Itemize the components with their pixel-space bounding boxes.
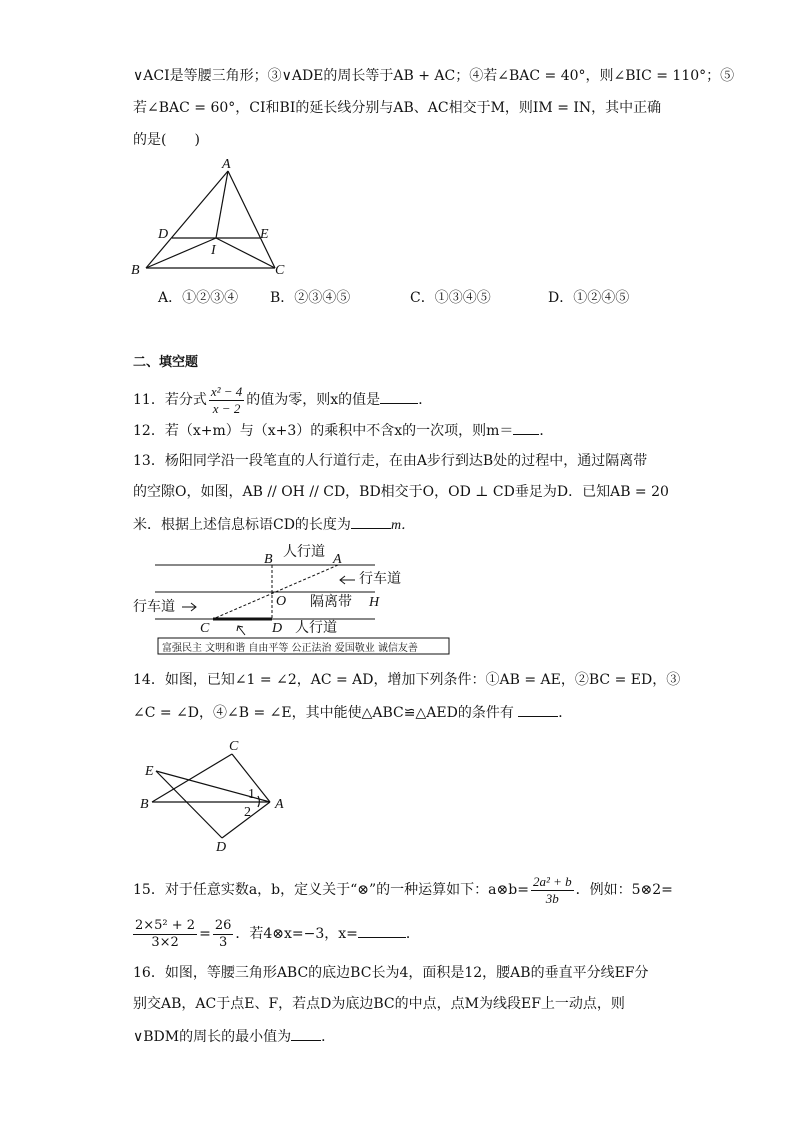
label-B: B — [131, 263, 140, 278]
q12-text: 12．若（x+m）与（x+3）的乘积中不含x的一次项，则m＝ — [133, 423, 514, 439]
label-C: C — [275, 263, 285, 278]
median-label: 隔离带 — [310, 595, 352, 610]
q12: 12．若（x+m）与（x+3）的乘积中不含x的一次项，则m＝ ． — [133, 420, 553, 441]
lane-right-label: 行车道 — [359, 572, 401, 587]
q16-line2: 别交AB，AC于点E、F，若点D为底边BC的中点，点M为线段EF上一动点，则 — [133, 996, 625, 1012]
svg-text:O: O — [276, 594, 287, 609]
svg-text:D: D — [216, 840, 227, 855]
svg-text:D: D — [272, 621, 283, 636]
q16-line1: 16．如图，等腰三角形ABC的底边BC长为4，面积是12，腰AB的垂直平分线EF分 — [133, 965, 649, 981]
q15-example-fraction: $\frac{\text{2×5² + 2}}{3\times 2}$ — [135, 917, 196, 950]
label-I: I — [211, 243, 216, 258]
svg-text:B: B — [140, 797, 149, 812]
q10-line1: ∨ACI是等腰三角形；③∨ADE的周长等于AB + AC；④若∠BAC = 40°，则∠BIC = 110°；⑤ — [133, 68, 735, 84]
svg-text:A: A — [333, 552, 342, 567]
svg-text:C: C — [229, 739, 239, 754]
q11-pre: 11．若分式 — [133, 392, 207, 408]
svg-text:H: H — [369, 595, 380, 610]
q11-post: 的值为零，则x的值是 — [246, 392, 381, 408]
slogan-banner: 富强民主 文明和谐 自由平等 公正法治 爱国敬业 诚信友善 — [162, 643, 418, 654]
label-E: E — [260, 227, 269, 242]
walkway-top-label: 人行道 — [283, 545, 325, 560]
q16-answer-blank[interactable] — [291, 1026, 321, 1041]
q14-line1: 14．如图，已知∠1 = ∠2，AC = AD，增加下列条件：①AB = AE，②BC = ED，③ — [133, 672, 681, 688]
section-title: 二、填空题 — [133, 355, 199, 370]
q13-line2: 的空隙O，如图，AB // OH // CD，BD相交于O，OD ⊥ CD垂足为D．已知AB = 20 — [133, 484, 669, 500]
q15-line2: $\frac{\text{2×5² + 2}}{3\times 2}$ = $\frac{26}{3}$ ．若4⊗x=−3，x= ． — [135, 917, 420, 950]
q15-answer-blank[interactable] — [358, 923, 406, 938]
option-d[interactable]: D．①②④⑤ — [548, 290, 630, 306]
svg-text:E: E — [145, 764, 154, 779]
q15-result-fraction: $\frac{26}{3}$ — [214, 917, 232, 950]
q13-answer-blank[interactable] — [351, 514, 391, 529]
svg-text:C: C — [200, 621, 210, 636]
q14-line2: ∠C = ∠D，④∠B = ∠E，其中能使△ABC≌△AED的条件有 ． — [133, 702, 572, 723]
walkway-bottom-label: 人行道 — [295, 621, 337, 636]
lane-left-label: 行车道 — [133, 600, 175, 615]
label-A: A — [222, 157, 231, 172]
label-D: D — [158, 227, 169, 242]
q11-fraction: $\frac{\text{x² − 4}}{x - 2}$ — [210, 383, 243, 416]
option-b[interactable]: B．②③④⑤ — [270, 290, 351, 306]
q12-answer-blank[interactable] — [513, 420, 539, 435]
q11: 11．若分式 $\frac{\text{x² − 4}}{x - 2}$ 的值为零，则x的值是 ． — [133, 383, 433, 416]
q15-def-fraction: $\frac{\text{2a² + b}}{3b}$ — [532, 873, 572, 906]
q13-line1: 13．杨阳同学沿一段笔直的人行道行走，在由A步行到达B处的过程中，通过隔离带 — [133, 453, 648, 469]
svg-text:2: 2 — [244, 805, 251, 820]
svg-text:B: B — [264, 552, 273, 567]
q14-answer-blank[interactable] — [518, 702, 558, 717]
q16-line3: ∨BDM的周长的最小值为 ． — [133, 1026, 335, 1047]
q13-line3: 米．根据上述信息标语CD的长度为 m． — [133, 514, 415, 536]
q11-answer-blank[interactable] — [380, 389, 418, 404]
svg-text:1: 1 — [248, 787, 255, 802]
q10-line3: 的是( ) — [133, 132, 200, 148]
option-a[interactable]: A．①②③④ — [158, 290, 239, 306]
q10-line2: 若∠BAC = 60°，CI和BI的延长线分别与AB、AC相交于M，则IM = IN，其中正确 — [133, 100, 662, 116]
q15-line1: 15．对于任意实数a，b，定义关于“⊗”的一种运算如下：a⊗b= $\frac{\text{2a² + b}}{3b}$ ．例如：5⊗2= — [133, 873, 673, 906]
svg-text:A: A — [275, 797, 284, 812]
option-c[interactable]: C．①③④⑤ — [410, 290, 491, 306]
